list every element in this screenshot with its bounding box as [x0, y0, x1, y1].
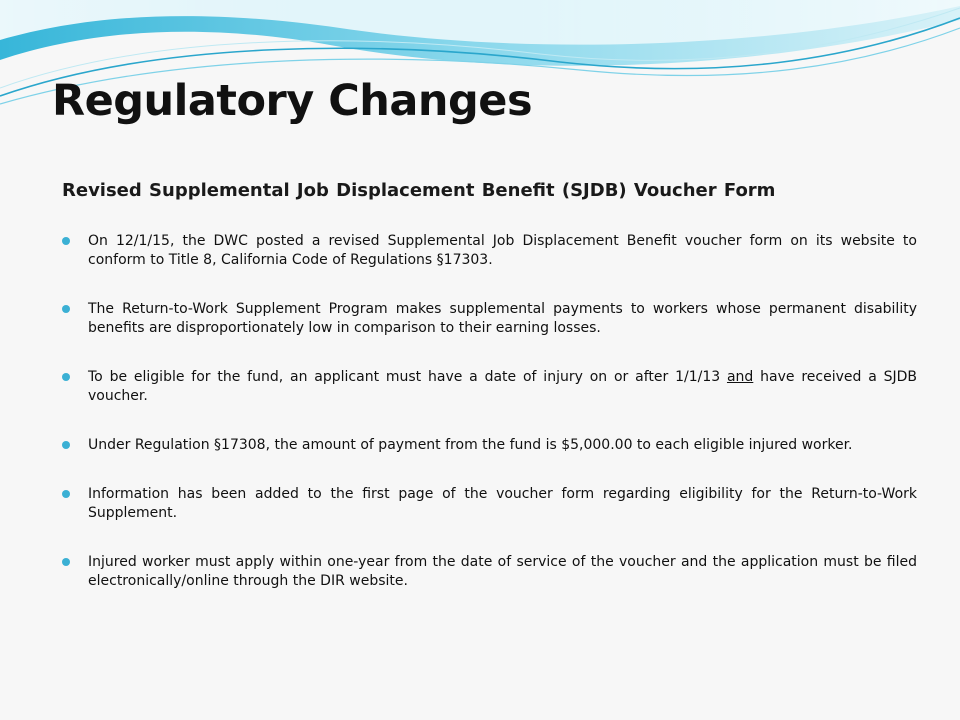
- bullet-dot-icon: [62, 441, 70, 449]
- bullet-item: [62, 485, 917, 523]
- bullet-text-after: have received a SJDB voucher.: [88, 369, 918, 404]
- slide-title: Regulatory Changes: [52, 76, 533, 126]
- bullet-text: The Return-to-Work Supplement Program makes supplemental payments to workers whose permanent disability benefits are disproportionately low in comparison to their earning losses.: [88, 301, 917, 336]
- bullet-dot-icon: [62, 490, 70, 498]
- bullet-item: [62, 232, 917, 270]
- bullet-text-before: To be eligible for the fund, an applicant must have a date of injury on or after 1/1/13: [88, 369, 727, 385]
- bullet-text: Information has been added to the first page of the voucher form regarding eligibility for the Return-to-Work Supplement.: [88, 486, 917, 521]
- bullet-list: [62, 232, 917, 621]
- bullet-text: On 12/1/15, the DWC posted a revised Supplemental Job Displacement Benefit voucher form on its website to conform to Title 8, California Code of Regulations §17303.: [88, 233, 917, 268]
- bullet-item: [62, 300, 917, 338]
- bullet-dot-icon: [62, 373, 70, 381]
- bullet-text-underlined: and: [726, 369, 754, 385]
- slide-subtitle: Revised Supplemental Job Displacement Benefit (SJDB) Voucher Form: [62, 180, 776, 201]
- bullet-dot-icon: [62, 237, 70, 245]
- bullet-item: [62, 553, 917, 591]
- bullet-text: Under Regulation §17308, the amount of payment from the fund is $5,000.00 to each eligible injured worker.: [88, 437, 853, 453]
- bullet-text: Injured worker must apply within one-year from the date of service of the voucher and the application must be filed electronically/online through the DIR website.: [88, 554, 917, 589]
- bullet-dot-icon: [62, 305, 70, 313]
- bullet-item: [62, 436, 917, 455]
- bullet-dot-icon: [62, 558, 70, 566]
- bullet-item: [62, 368, 917, 406]
